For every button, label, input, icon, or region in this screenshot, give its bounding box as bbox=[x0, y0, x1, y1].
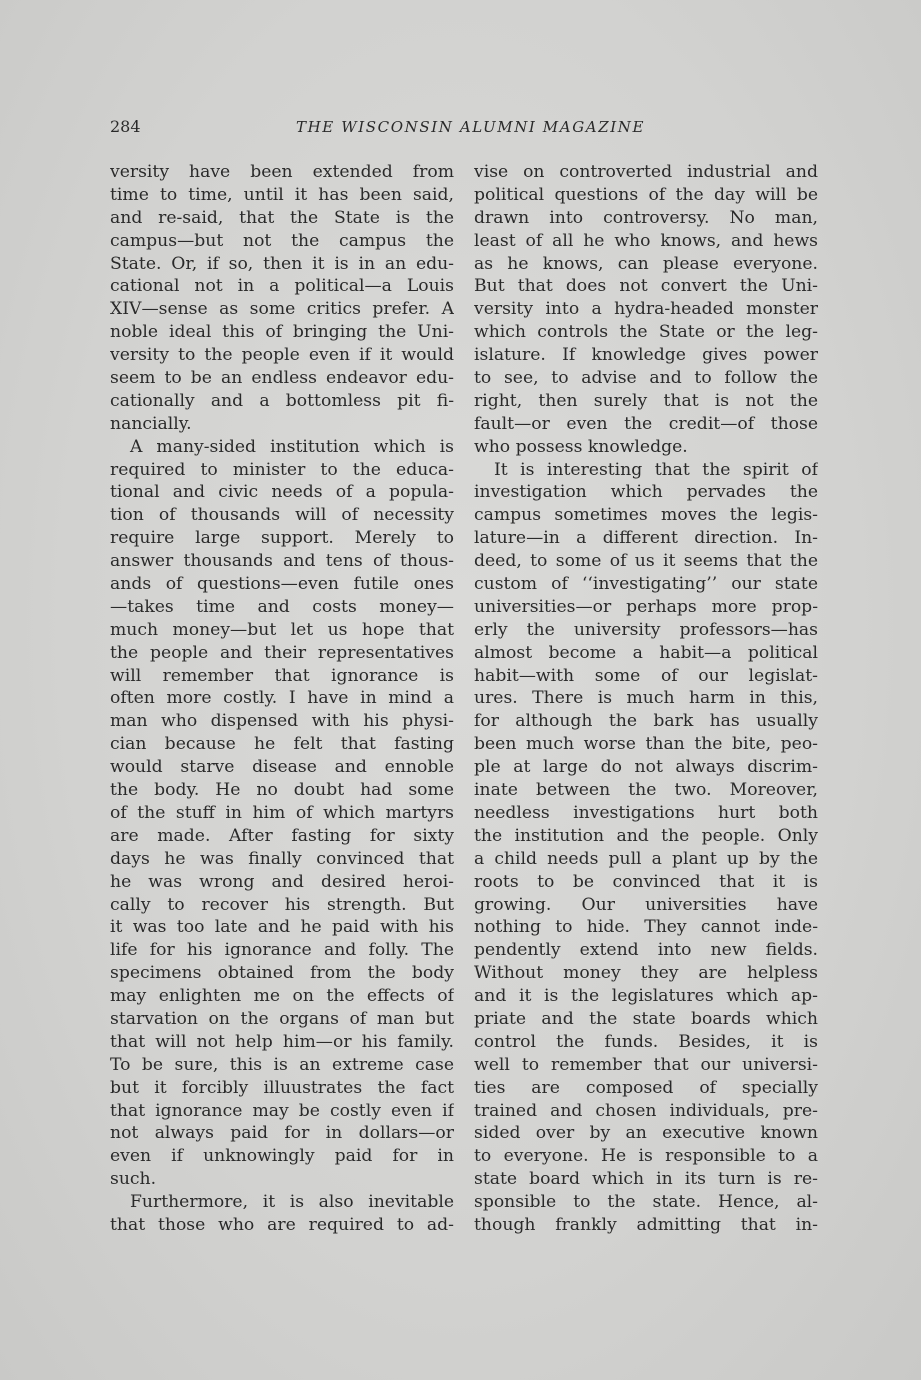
text-line: —takes time and costs money— bbox=[110, 596, 454, 617]
text-line: may enlighten me on the effects of bbox=[110, 986, 454, 1007]
text-line: ands of questions—even futile ones bbox=[110, 574, 454, 595]
text-line: Without money they are helpless bbox=[474, 963, 818, 984]
text-line: nancially. bbox=[110, 413, 192, 434]
text-line: required to minister to the educa- bbox=[110, 459, 454, 480]
text-line: days he was finally convinced that bbox=[110, 848, 454, 869]
text-line: it was too late and he paid with his bbox=[110, 917, 454, 938]
text-line: versity have been extended from bbox=[110, 162, 454, 182]
text-line: inate between the two. Moreover, bbox=[474, 780, 818, 801]
text-line: pendently extend into new fields. bbox=[474, 940, 818, 961]
text-line: such. bbox=[110, 1169, 157, 1190]
text-line: erly the university professors—has bbox=[474, 619, 818, 640]
running-title: THE WISCONSIN ALUMNI MAGAZINE bbox=[296, 118, 646, 136]
text-line: which controls the State or the leg- bbox=[474, 322, 818, 343]
text-line: almost become a habit—a political bbox=[474, 642, 818, 663]
text-line: control the funds. Besides, it is bbox=[474, 1031, 818, 1052]
text-line: cationally and a bottomless pit fi- bbox=[110, 390, 454, 411]
text-line: sided over by an executive known bbox=[474, 1123, 818, 1144]
text-line: though frankly admitting that in- bbox=[474, 1214, 818, 1235]
text-line: state board which in its turn is re- bbox=[474, 1169, 818, 1190]
text-line: least of all he who knows, and hews bbox=[474, 230, 818, 251]
text-line: of the stuff in him of which martyrs bbox=[110, 802, 454, 823]
text-line: needless investigations hurt both bbox=[474, 802, 818, 823]
text-line: versity to the people even if it would bbox=[110, 345, 454, 366]
text-line: well to remember that our universi- bbox=[474, 1054, 818, 1075]
text-line: even if unknowingly paid for in bbox=[110, 1146, 454, 1167]
text-line: But that does not convert the Uni- bbox=[474, 276, 818, 297]
text-line: but it forcibly illuustrates the fact bbox=[110, 1077, 454, 1098]
text-line: often more costly. I have in mind a bbox=[110, 688, 454, 709]
text-line: State. Or, if so, then it is in an edu- bbox=[110, 253, 454, 274]
text-line: growing. Our universities have bbox=[474, 894, 818, 915]
text-line: much money—but let us hope that bbox=[110, 619, 454, 640]
text-line: cally to recover his strength. But bbox=[110, 894, 454, 915]
right-column bbox=[474, 161, 818, 1237]
text-line: Furthermore, it is also inevitable bbox=[130, 1192, 454, 1213]
text-line: vise on controverted industrial and bbox=[474, 162, 818, 182]
text-line: man who dispensed with his physi- bbox=[110, 711, 454, 732]
text-line: sponsible to the state. Hence, al- bbox=[474, 1192, 818, 1213]
text-line: would starve disease and ennoble bbox=[110, 757, 454, 778]
text-line: ties are composed of specially bbox=[474, 1077, 818, 1098]
left-column bbox=[110, 161, 454, 1237]
text-line: tion of thousands will of necessity bbox=[110, 505, 454, 526]
text-line: specimens obtained from the body bbox=[110, 963, 454, 984]
text-line: cational not in a political—a Louis bbox=[110, 276, 454, 297]
text-line: to see, to advise and to follow the bbox=[474, 368, 818, 389]
text-line: deed, to some of us it seems that the bbox=[474, 551, 818, 572]
page-number: 284 bbox=[110, 117, 141, 136]
text-line: islature. If knowledge gives power bbox=[474, 345, 818, 366]
text-line: seem to be an endless endeavor edu- bbox=[110, 368, 454, 389]
text-line: that will not help him—or his family. bbox=[110, 1031, 454, 1052]
text-line: trained and chosen individuals, pre- bbox=[474, 1100, 818, 1121]
text-line: as he knows, can please everyone. bbox=[474, 253, 818, 274]
text-line: answer thousands and tens of thous- bbox=[110, 551, 454, 572]
text-line: and re-said, that the State is the bbox=[110, 207, 454, 228]
text-line: A many-sided institution which is bbox=[130, 436, 454, 457]
text-line: campus—but not the campus the bbox=[110, 230, 454, 251]
text-line: priate and the state boards which bbox=[474, 1008, 818, 1029]
text-line: require large support. Merely to bbox=[110, 528, 454, 549]
text-line: he was wrong and desired heroi- bbox=[110, 871, 454, 892]
text-line: been much worse than the bite, peo- bbox=[474, 734, 818, 755]
text-line: life for his ignorance and folly. The bbox=[110, 940, 454, 961]
text-line: campus sometimes moves the legis- bbox=[474, 505, 818, 526]
text-line: ple at large do not always discrim- bbox=[474, 757, 818, 778]
text-line: not always paid for in dollars—or bbox=[110, 1123, 454, 1144]
text-line: cian because he felt that fasting bbox=[110, 734, 454, 755]
text-line: to everyone. He is responsible to a bbox=[474, 1146, 818, 1167]
text-line: for although the bark has usually bbox=[474, 711, 818, 732]
text-line: the body. He no doubt had some bbox=[110, 780, 454, 801]
text-line: right, then surely that is not the bbox=[474, 390, 818, 411]
text-line: habit—with some of our legislat- bbox=[474, 665, 818, 686]
text-line: starvation on the organs of man but bbox=[110, 1008, 454, 1029]
text-line: fault—or even the credit—of those bbox=[474, 413, 818, 434]
text-line: a child needs pull a plant up by the bbox=[474, 848, 818, 869]
text-line: universities—or perhaps more prop- bbox=[474, 596, 818, 617]
text-line: who possess knowledge. bbox=[474, 436, 688, 457]
text-line: custom of ‘‘investigating’’ our state bbox=[474, 574, 818, 595]
text-line: that ignorance may be costly even if bbox=[110, 1100, 454, 1121]
page-header bbox=[110, 117, 820, 141]
text-line: that those who are required to ad- bbox=[110, 1214, 454, 1235]
text-line: investigation which pervades the bbox=[474, 482, 818, 503]
text-line: drawn into controversy. No man, bbox=[474, 207, 818, 228]
text-line: lature—in a different direction. In- bbox=[474, 528, 818, 549]
text-line: are made. After fasting for sixty bbox=[110, 825, 454, 846]
text-line: nothing to hide. They cannot inde- bbox=[474, 917, 818, 938]
text-line: XIV—sense as some critics prefer. A bbox=[110, 299, 454, 320]
text-line: will remember that ignorance is bbox=[110, 665, 454, 686]
text-line: the institution and the people. Only bbox=[474, 825, 818, 846]
text-line: versity into a hydra-headed monster bbox=[474, 299, 818, 320]
text-line: and it is the legislatures which ap- bbox=[474, 986, 818, 1007]
text-line: tional and civic needs of a popula- bbox=[110, 482, 454, 503]
text-line: political questions of the day will be bbox=[474, 184, 818, 205]
text-line: noble ideal this of bringing the Uni- bbox=[110, 322, 454, 343]
text-line: ures. There is much harm in this, bbox=[474, 688, 818, 709]
text-line: It is interesting that the spirit of bbox=[494, 459, 818, 480]
text-line: time to time, until it has been said, bbox=[110, 184, 454, 205]
text-line: To be sure, this is an extreme case bbox=[110, 1054, 454, 1075]
text-line: the people and their representatives bbox=[110, 642, 454, 663]
text-line: roots to be convinced that it is bbox=[474, 871, 818, 892]
